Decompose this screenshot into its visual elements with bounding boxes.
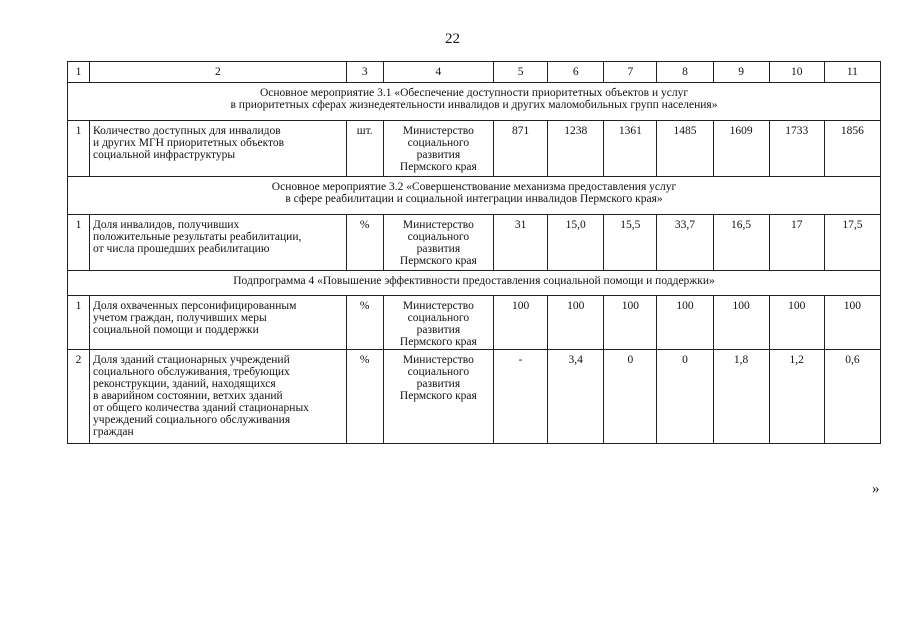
value-cell: 15,5 xyxy=(604,215,657,271)
indicator-name-line: в аварийном состоянии, ветхих зданий xyxy=(93,390,283,402)
table-row xyxy=(68,215,881,271)
value-cell: 100 xyxy=(604,296,657,350)
responsible-line: Министерство xyxy=(402,219,474,231)
unit-cell: % xyxy=(346,215,383,271)
column-header: 7 xyxy=(604,62,657,83)
indicator-name-line: социальной помощи и поддержки xyxy=(93,324,259,336)
column-header: 1 xyxy=(68,62,90,83)
responsible-line: социального xyxy=(407,366,470,378)
responsible-line: развития xyxy=(416,149,461,161)
unit-cell: шт. xyxy=(346,121,383,177)
section-title xyxy=(68,271,881,296)
row-number: 1 xyxy=(68,121,90,177)
row-number: 1 xyxy=(68,215,90,271)
responsible-line: развития xyxy=(416,243,461,255)
indicator-name-line: Доля охваченных персонифицированным xyxy=(93,300,297,312)
indicator-name-line: Количество доступных для инвалидов xyxy=(93,125,281,137)
value-cell: 100 xyxy=(713,296,769,350)
responsible-line: социального xyxy=(407,231,470,243)
indicator-name xyxy=(90,215,347,271)
indicator-name-line: от числа прошедших реабилитацию xyxy=(93,243,270,255)
value-cell: 1361 xyxy=(604,121,657,177)
indicator-name-line: Доля инвалидов, получивших xyxy=(93,219,240,231)
section-title-line: Подпрограмма 4 «Повышение эффективности предоставления социальной помощи и поддержки» xyxy=(233,275,715,287)
value-cell: 871 xyxy=(494,121,548,177)
responsible-cell xyxy=(383,350,493,444)
section-title xyxy=(68,83,881,121)
column-header: 4 xyxy=(383,62,493,83)
table-row xyxy=(68,296,881,350)
value-cell: 0,6 xyxy=(824,350,880,444)
section-row xyxy=(68,271,881,296)
value-cell: 1,8 xyxy=(713,350,769,444)
indicator-name-line: социального обслуживания, требующих xyxy=(93,366,290,378)
responsible-line: Министерство xyxy=(402,300,474,312)
value-cell: 0 xyxy=(604,350,657,444)
responsible-line: Пермского края xyxy=(399,390,477,402)
responsible-line: Пермского края xyxy=(399,255,477,267)
value-cell: 1485 xyxy=(657,121,713,177)
value-cell: 16,5 xyxy=(713,215,769,271)
indicator-name-line: учреждений социального обслуживания xyxy=(93,414,291,426)
column-header: 11 xyxy=(824,62,880,83)
column-header: 5 xyxy=(494,62,548,83)
value-cell: 33,7 xyxy=(657,215,713,271)
responsible-line: Министерство xyxy=(402,125,474,137)
responsible-cell xyxy=(383,296,493,350)
column-header: 6 xyxy=(548,62,604,83)
responsible-line: социального xyxy=(407,312,470,324)
responsible-line: развития xyxy=(416,378,461,390)
value-cell: 31 xyxy=(494,215,548,271)
indicator-name xyxy=(90,121,347,177)
value-cell: 1856 xyxy=(824,121,880,177)
value-cell: 17 xyxy=(769,215,824,271)
indicator-name-line: положительные результаты реабилитации, xyxy=(93,231,302,243)
value-cell: 100 xyxy=(769,296,824,350)
value-cell: 1733 xyxy=(769,121,824,177)
indicator-name-line: Доля зданий стационарных учреждений xyxy=(93,354,290,366)
section-title-line: в сфере реабилитации и социальной интеграции инвалидов Пермского края» xyxy=(285,193,663,205)
section-title-line: Основное мероприятие 3.1 «Обеспечение доступности приоритетных объектов и услуг xyxy=(259,87,689,99)
value-cell: 100 xyxy=(494,296,548,350)
indicator-name-line: реконструкции, зданий, находящихся xyxy=(93,378,276,390)
section-title-line: Основное мероприятие 3.2 «Совершенствование механизма предоставления услуг xyxy=(271,181,677,193)
section-row xyxy=(68,177,881,215)
table-row xyxy=(68,121,881,177)
value-cell: 3,4 xyxy=(548,350,604,444)
responsible-line: Министерство xyxy=(402,354,474,366)
page-number: 22 xyxy=(445,31,460,47)
responsible-cell xyxy=(383,121,493,177)
section-title xyxy=(68,177,881,215)
responsible-line: развития xyxy=(416,324,461,336)
indicator-name xyxy=(90,296,347,350)
responsible-cell xyxy=(383,215,493,271)
value-cell: 1,2 xyxy=(769,350,824,444)
value-cell: 15,0 xyxy=(548,215,604,271)
column-header: 2 xyxy=(90,62,347,83)
row-number: 1 xyxy=(68,296,90,350)
column-header: 8 xyxy=(657,62,713,83)
section-title-line: в приоритетных сферах жизнедеятельности инвалидов и других маломобильных групп населения» xyxy=(230,99,718,111)
indicator-name-line: граждан xyxy=(93,426,134,438)
value-cell: 17,5 xyxy=(824,215,880,271)
indicator-name-line: учетом граждан, получивших меры xyxy=(93,312,267,324)
column-number-row xyxy=(68,62,881,83)
responsible-line: Пермского края xyxy=(399,161,477,173)
unit-cell: % xyxy=(346,350,383,444)
section-row xyxy=(68,83,881,121)
value-cell: 100 xyxy=(824,296,880,350)
value-cell: 1609 xyxy=(713,121,769,177)
indicator-name-line: социальной инфраструктуры xyxy=(93,149,236,161)
value-cell: 0 xyxy=(657,350,713,444)
table-row xyxy=(68,350,881,444)
value-cell: 100 xyxy=(657,296,713,350)
indicators-table xyxy=(67,61,881,444)
column-header: 10 xyxy=(769,62,824,83)
column-header: 9 xyxy=(713,62,769,83)
unit-cell: % xyxy=(346,296,383,350)
column-header: 3 xyxy=(346,62,383,83)
value-cell: 1238 xyxy=(548,121,604,177)
row-number: 2 xyxy=(68,350,90,444)
value-cell: 100 xyxy=(548,296,604,350)
responsible-line: Пермского края xyxy=(399,336,477,348)
indicator-name xyxy=(90,350,347,444)
indicator-name-line: и других МГН приоритетных объектов xyxy=(93,137,285,149)
value-cell: - xyxy=(494,350,548,444)
closing-quote: » xyxy=(872,481,880,497)
indicator-name-line: от общего количества зданий стационарных xyxy=(93,402,309,414)
responsible-line: социального xyxy=(407,137,470,149)
